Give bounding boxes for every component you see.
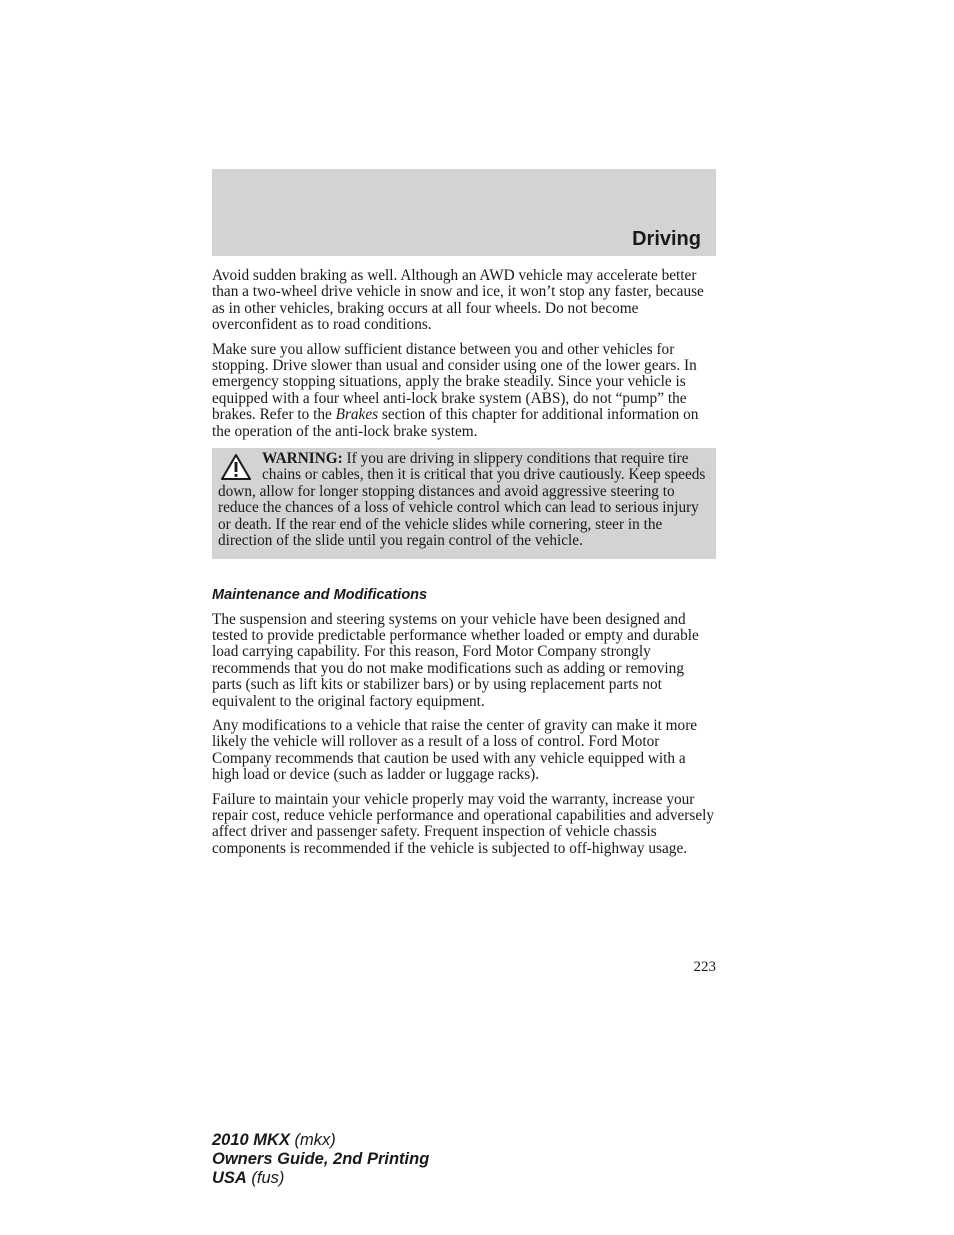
footer-line-market (212, 1169, 429, 1188)
warning-label: WARNING: (262, 450, 343, 468)
section-heading: Maintenance and Modifications (212, 586, 428, 603)
paragraph-stopping-distance-text: Make sure you allow sufficient distance between you and other vehicles for stopping. Drive slower than usual and consider using one of the lower gears. In emergency stopping situations, apply the brake steadily. Since your vehicle is equipped with a four wheel anti-lock brake system (ABS), do not “pump” the brakes. Refer to the (212, 340, 697, 424)
warning-box (212, 448, 716, 558)
footer-edition: Owners Guide, 2nd Printing (212, 1150, 430, 1168)
footer-market: USA (212, 1169, 247, 1187)
footer-model: 2010 MKX (212, 1131, 290, 1149)
footer-line-model (212, 1131, 429, 1150)
paragraph-stopping-distance (212, 342, 716, 440)
footer-model-code: (mkx) (289, 1131, 336, 1149)
page-number: 223 (693, 959, 716, 975)
warning-triangle-icon (220, 453, 252, 481)
footer-market-code: (fus) (246, 1169, 285, 1187)
paragraph-stopping-distance-text-end: section of this chapter for additional information on the operation of the anti-lock brake system. (212, 406, 699, 440)
footer-line-edition (212, 1150, 429, 1169)
paragraph-suspension: The suspension and steering systems on your vehicle have been designed and tested to provide predictable performance whether loaded or empty and durable load carrying capability. For this reason, Ford Motor Company strongly recommends that you do not make modifications such as adding or removing parts (such as lift kits or stabilizer bars) or by using replacement parts not equivalent to the original factory equipment. (212, 610, 699, 710)
paragraph-maintenance: Failure to maintain your vehicle properly may void the warranty, increase your repair cost, reduce vehicle performance and operational capabilities and adversely affect driver and passenger safety. Frequent inspection of vehicle chassis components is recommended if the vehicle is subjected to off-highway usage. (212, 790, 715, 857)
paragraph-braking: Avoid sudden braking as well. Although an AWD vehicle may accelerate better than a two-wheel drive vehicle in snow and ice, it won’t stop any faster, because as in other vehicles, braking occurs at all four wheels. Do not become overconfident as to road conditions. (212, 267, 704, 334)
warning-text: If you are driving in slippery conditions that require tire chains or cables, then it is critical that you drive cautiously. Keep speeds down, allow for longer stopping distances and avoid aggressive steering to reduce the chances of a loss of vehicle control which can lead to serious injury or death. If the rear end of the vehicle slides while cornering, steer in the direction of the slide until you regain control of the vehicle. (218, 450, 706, 550)
paragraph-center-of-gravity: Any modifications to a vehicle that raise the center of gravity can make it more likely the vehicle will rollover as a result of a loss of control. Ford Motor Company recommends that caution be used with any vehicle equipped with a high load or device (such as ladder or luggage racks). (212, 716, 698, 784)
section-title: Driving (632, 228, 701, 250)
page-body (212, 268, 716, 865)
section-header-band (212, 169, 716, 256)
document-footer (212, 1131, 429, 1188)
brakes-section-reference: Brakes (335, 406, 379, 424)
